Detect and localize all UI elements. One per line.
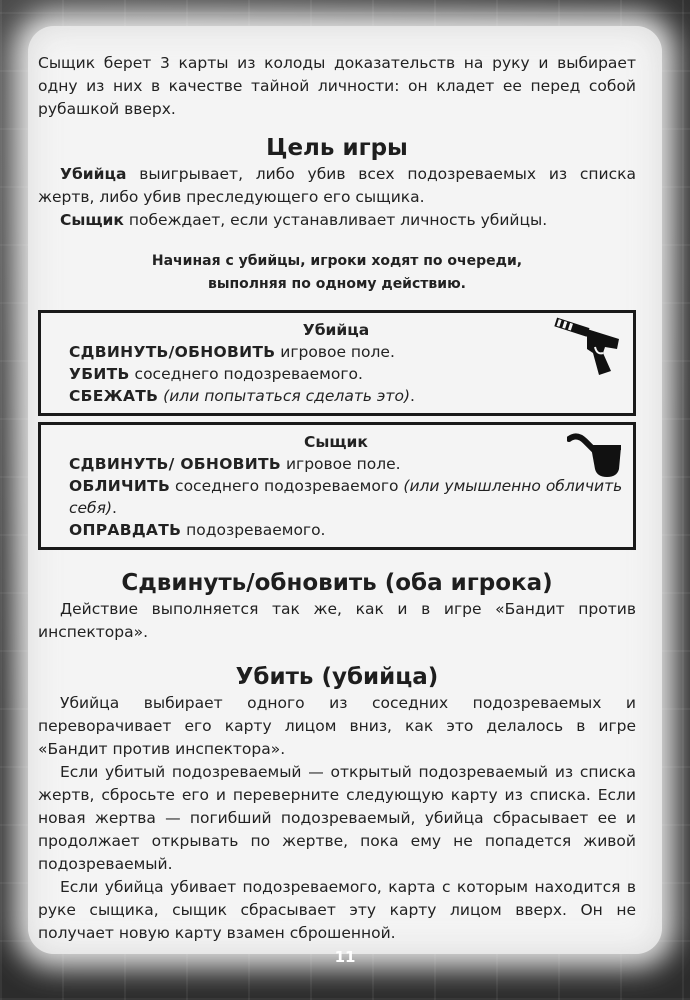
goal-killer-paragraph — [38, 163, 636, 209]
turn-order-notice: Начиная с убийцы, игроки ходят по очереди, выполняя по одному действию. — [151, 253, 523, 292]
kill-paragraph-1: Убийца выбирает одного из соседних подозреваемых и переворачивает его карту лицом вниз, как это делалось в игре «Бандит против инспектора». — [38, 694, 636, 758]
detective-action-accuse: ОБЛИЧИТЬ соседнего подозреваемого (или умышленно обличить себя). — [69, 477, 623, 517]
killer-actions-box — [38, 310, 636, 416]
pistol-icon — [553, 317, 625, 377]
page-content — [38, 52, 636, 945]
killer-goal-text: выигрывает, либо убив всех подозреваемых из списка жертв, либо убив преследующего его сыщика. — [38, 165, 636, 206]
goal-heading: Цель игры — [266, 135, 408, 161]
detective-action-acquit: ОПРАВДАТЬ подозреваемого. — [69, 521, 326, 539]
move-heading: Сдвинуть/обновить (оба игрока) — [121, 570, 553, 596]
detective-box-title: Сыщик — [304, 433, 368, 451]
detective-action-move: СДВИНУТЬ/ ОБНОВИТЬ игровое поле. — [69, 455, 401, 473]
kill-paragraph-3: Если убийца убивает подозреваемого, карта с которым находится в руке сыщика, сыщик сбрасывает эту карту лицом вверх. Он не получает новую карту взамен сброшенной. — [38, 878, 636, 942]
killer-action-kill: УБИТЬ соседнего подозреваемого. — [69, 365, 363, 383]
move-paragraph: Действие выполняется так же, как и в игре «Бандит против инспектора». — [38, 600, 636, 641]
detective-actions-box — [38, 422, 636, 550]
page-number: 11 — [334, 948, 356, 966]
intro-paragraph: Сыщик берет 3 карты из колоды доказательств на руку и выбирает одну из них в качестве тайной личности: он кладет ее перед собой рубашкой вверх. — [38, 54, 636, 118]
pipe-icon — [567, 429, 625, 479]
detective-name: Сыщик — [60, 211, 124, 229]
killer-action-escape: СБЕЖАТЬ (или попытаться сделать это). — [69, 387, 415, 405]
killer-box-title: Убийца — [302, 321, 370, 339]
detective-goal-text: побеждает, если устанавливает личность убийцы. — [123, 211, 548, 229]
killer-name: Убийца — [60, 165, 127, 183]
kill-paragraph-2: Если убитый подозреваемый — открытый подозреваемый из списка жертв, сбросьте его и переверните следующую карту из списка. Если новая жертва — погибший подозреваемый, убийца сбрасывает ее и продолжает открывать по жертве, пока ему не попадется живой подозреваемый. — [38, 763, 636, 873]
goal-detective-paragraph — [38, 209, 636, 232]
kill-heading: Убить (убийца) — [235, 664, 439, 690]
killer-action-move: СДВИНУТЬ/ОБНОВИТЬ игровое поле. — [69, 343, 395, 361]
